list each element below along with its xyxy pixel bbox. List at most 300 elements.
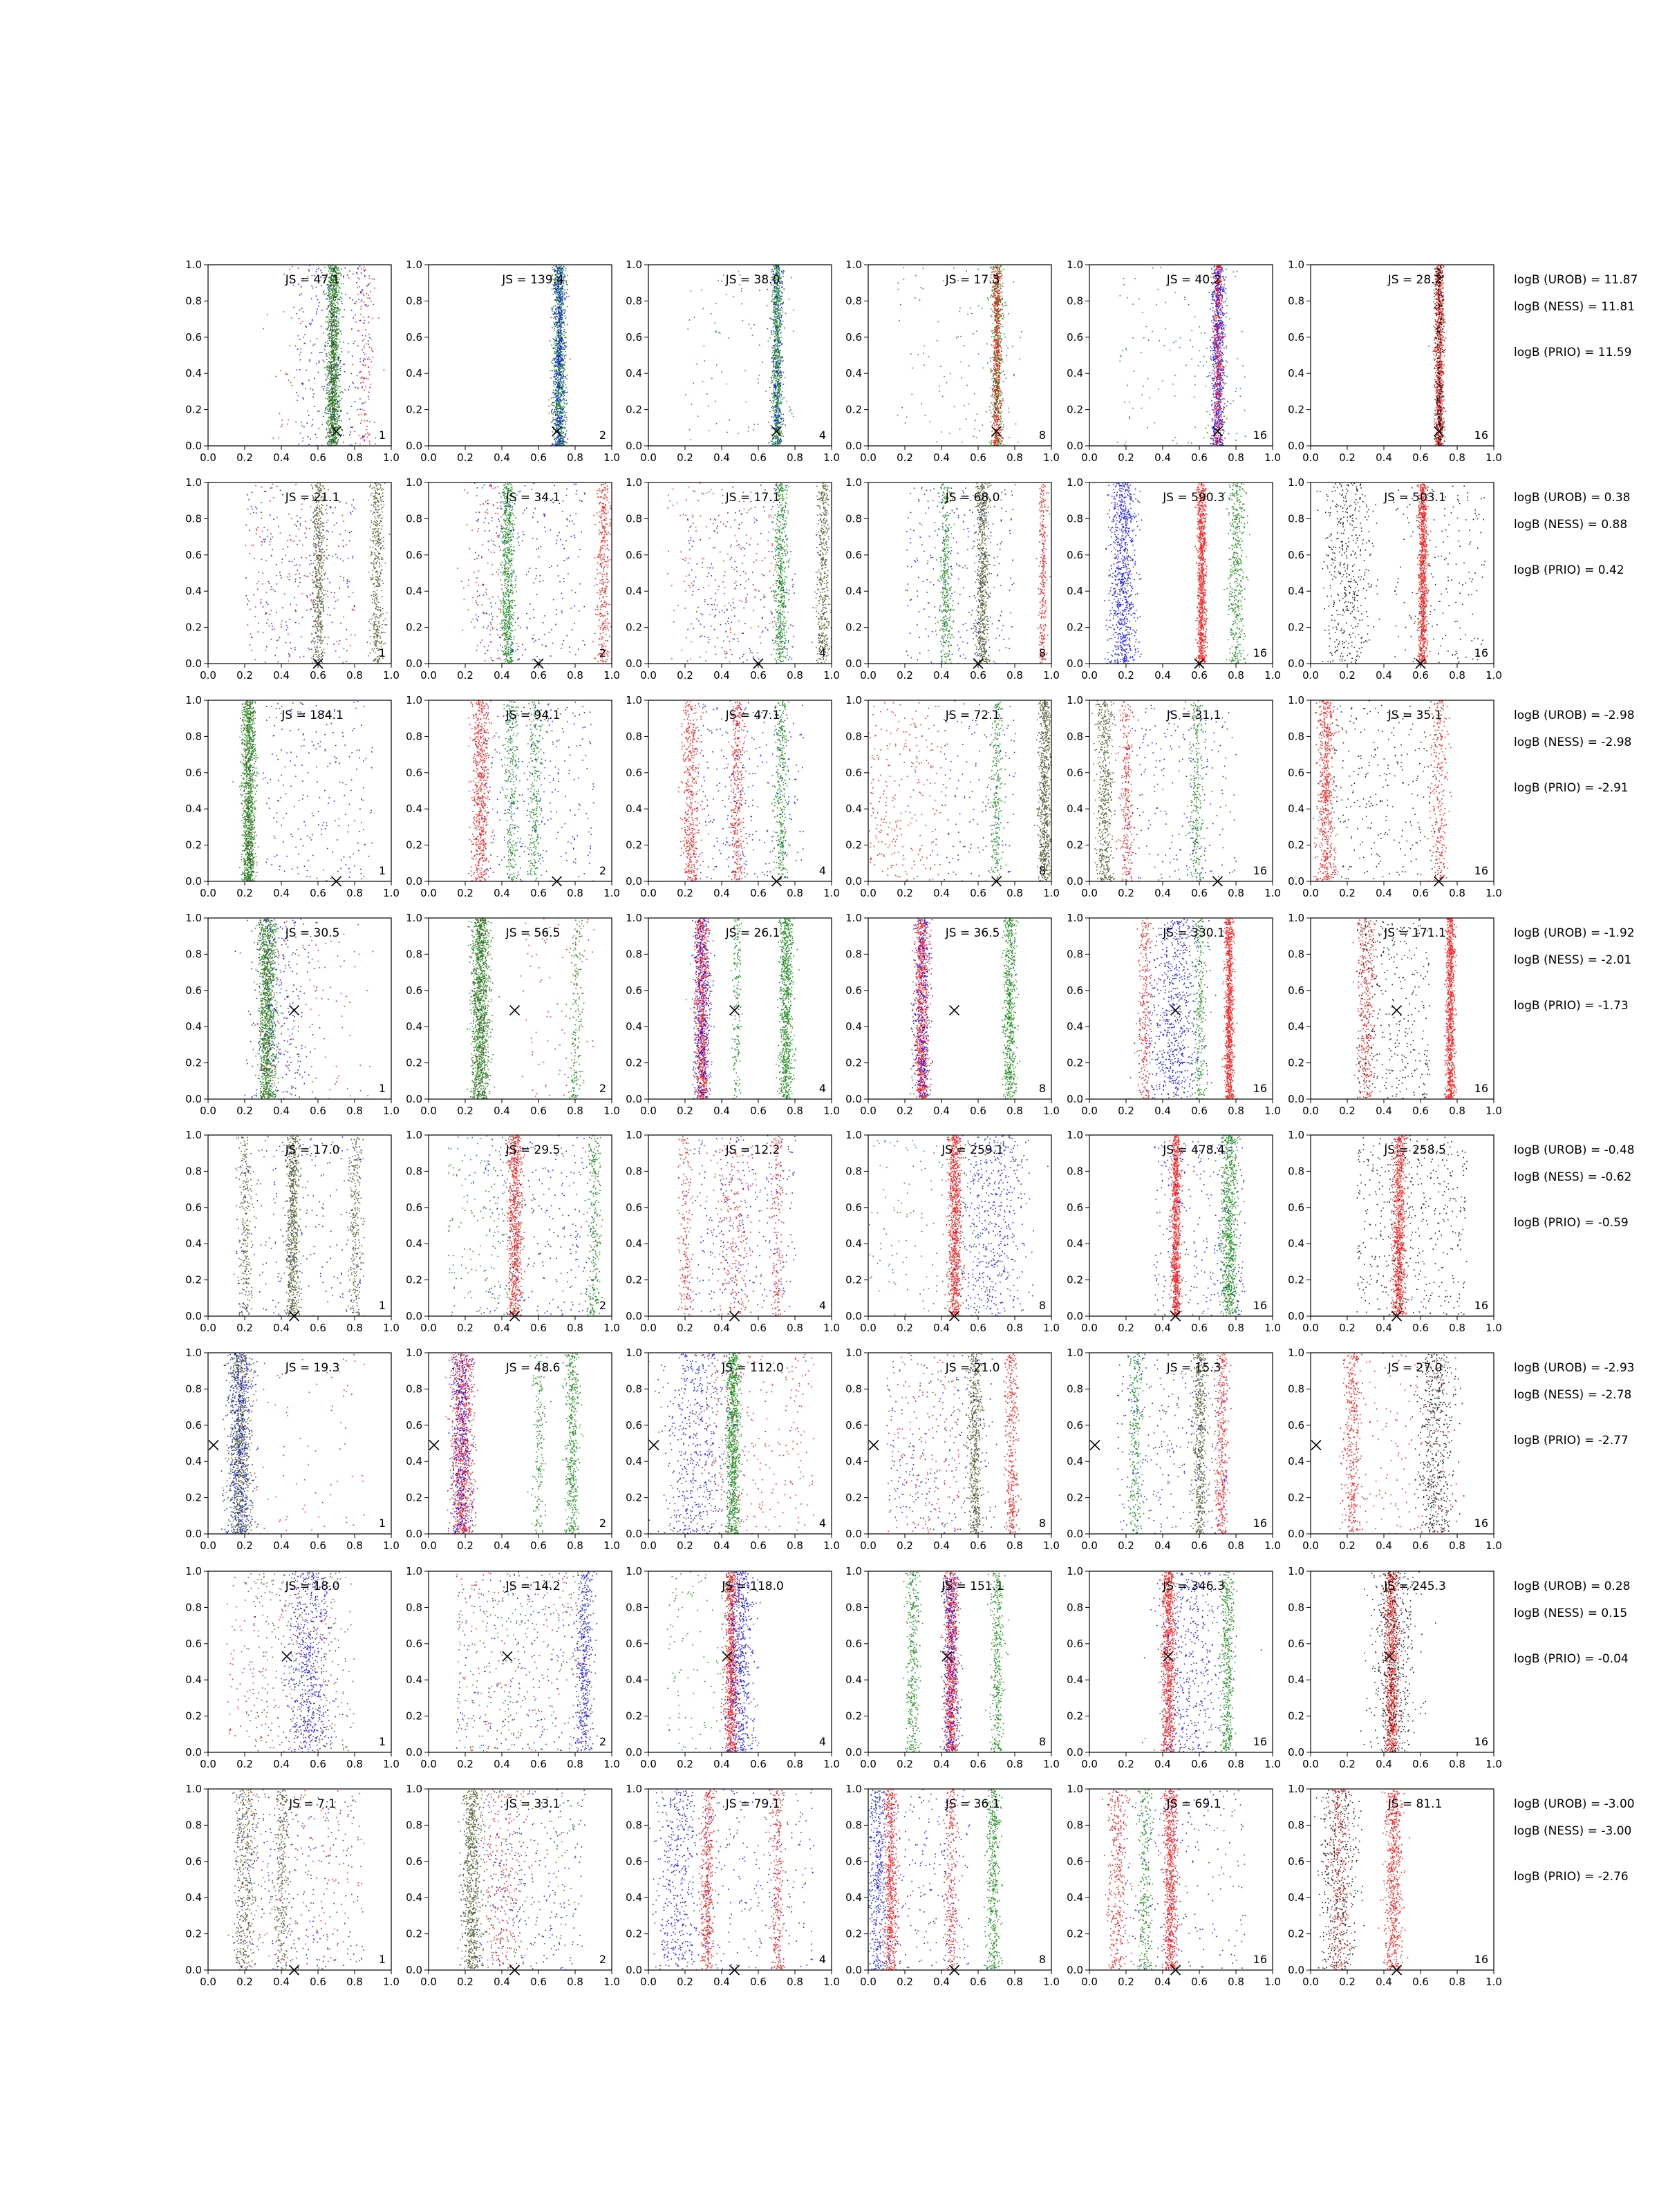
plot-area — [648, 918, 832, 1099]
x-tick-label: 0.8 — [346, 887, 363, 899]
y-tick-label: 0.6 — [1067, 1418, 1083, 1432]
x-tick-label: 1.0 — [1264, 451, 1281, 464]
panel-r6-c4 — [845, 1347, 1060, 1552]
y-tick-label: 0.0 — [845, 1964, 862, 1976]
x-tick-label: 0.6 — [530, 1758, 547, 1770]
x-tick-label: 0.6 — [750, 1976, 767, 1988]
x-tick-label: 0.0 — [1302, 1105, 1319, 1117]
x-tick-label: 1.0 — [603, 887, 620, 899]
x-tick-label: 0.4 — [1154, 1539, 1171, 1552]
y-tick-label: 0.8 — [406, 294, 422, 308]
plot-area — [1089, 700, 1273, 881]
x-tick-label: 0.6 — [1412, 669, 1429, 682]
js-divergence-label: JS = 56.5 — [505, 926, 561, 940]
y-tick-label: 0.0 — [845, 657, 862, 670]
logb-label: logB (PRIO) = -2.77 — [1514, 1434, 1629, 1447]
x-tick-label: 0.0 — [200, 1322, 216, 1334]
x-tick-label: 0.8 — [1449, 1322, 1465, 1334]
sample-count-label: 8 — [1038, 646, 1046, 659]
js-divergence-label: JS = 184.1 — [281, 709, 344, 722]
js-divergence-label: JS = 112.0 — [722, 1361, 784, 1375]
x-tick-label: 0.6 — [310, 887, 326, 899]
y-tick-label: 0.2 — [406, 1927, 422, 1940]
y-tick-label: 0.4 — [845, 803, 862, 816]
js-divergence-label: JS = 171.1 — [1384, 926, 1446, 940]
y-tick-label: 0.4 — [1288, 803, 1304, 816]
logb-label: logB (PRIO) = -2.91 — [1514, 781, 1629, 795]
y-tick-label: 0.2 — [845, 1491, 862, 1504]
panel-r3-c4 — [845, 694, 1060, 899]
y-tick-label: 1.0 — [1288, 259, 1304, 271]
y-tick-label: 0.4 — [1288, 1237, 1304, 1250]
y-tick-label: 0.0 — [406, 657, 422, 670]
js-divergence-label: JS = 94.1 — [505, 709, 561, 722]
x-tick-label: 0.6 — [310, 669, 326, 682]
sample-count-label: 16 — [1474, 1953, 1488, 1966]
logb-label: logB (PRIO) = 11.59 — [1514, 346, 1632, 359]
y-tick-label: 0.0 — [626, 1746, 642, 1759]
x-tick-label: 0.8 — [1449, 1758, 1465, 1770]
y-tick-label: 0.2 — [185, 1491, 202, 1504]
plot-area — [1311, 1353, 1494, 1534]
sample-count-label: 4 — [818, 1953, 826, 1966]
x-tick-label: 0.2 — [1339, 887, 1356, 899]
js-divergence-label: JS = 38.0 — [725, 273, 780, 287]
y-tick-label: 0.6 — [626, 330, 642, 344]
plot-area — [208, 1789, 391, 1970]
x-tick-label: 0.6 — [1191, 451, 1208, 464]
sample-count-label: 16 — [1474, 1735, 1488, 1748]
y-tick-label: 0.6 — [845, 1637, 862, 1650]
panel-r5-c1 — [185, 1129, 400, 1334]
panel-r6-c5 — [1067, 1347, 1281, 1552]
x-tick-label: 0.0 — [640, 887, 657, 899]
panel-r4-c5 — [1067, 912, 1281, 1117]
x-tick-label: 0.0 — [1302, 1539, 1319, 1552]
x-tick-label: 0.4 — [1154, 669, 1171, 682]
x-tick-label: 1.0 — [383, 1539, 400, 1552]
y-tick-label: 1.0 — [1288, 694, 1304, 706]
y-tick-label: 0.2 — [406, 1491, 422, 1504]
panel-r7-c3 — [626, 1565, 840, 1770]
x-tick-label: 0.8 — [1228, 1105, 1244, 1117]
x-tick-label: 0.4 — [1376, 887, 1392, 899]
y-tick-label: 0.8 — [406, 1819, 422, 1832]
x-tick-label: 0.4 — [933, 669, 950, 682]
y-tick-label: 0.6 — [185, 1201, 202, 1214]
x-tick-label: 0.4 — [273, 1758, 290, 1770]
y-tick-label: 1.0 — [845, 1565, 862, 1577]
y-tick-label: 0.8 — [1288, 730, 1304, 743]
y-tick-label: 0.2 — [185, 1709, 202, 1723]
logb-annotations-r1 — [1514, 273, 1638, 359]
plot-area — [868, 1135, 1051, 1316]
js-divergence-label: JS = 81.1 — [1387, 1797, 1443, 1811]
x-tick-label: 0.2 — [897, 669, 913, 682]
x-tick-label: 0.2 — [897, 451, 913, 464]
sample-count-label: 4 — [818, 864, 826, 877]
x-tick-label: 0.2 — [457, 1976, 474, 1988]
y-tick-label: 0.6 — [1067, 984, 1083, 997]
x-tick-label: 0.6 — [1191, 1976, 1208, 1988]
js-divergence-label: JS = 48.6 — [505, 1361, 561, 1375]
plot-area — [868, 265, 1051, 446]
y-tick-label: 0.0 — [1288, 1528, 1304, 1540]
y-tick-label: 0.6 — [1067, 766, 1083, 779]
sample-count-label: 16 — [1253, 1953, 1267, 1966]
y-tick-label: 1.0 — [845, 476, 862, 489]
y-tick-label: 0.8 — [1288, 1165, 1304, 1178]
plot-area — [868, 918, 1051, 1099]
y-tick-label: 0.6 — [406, 984, 422, 997]
sample-count-label: 8 — [1038, 429, 1046, 442]
sample-count-label: 16 — [1253, 1735, 1267, 1748]
x-tick-label: 0.6 — [750, 1322, 767, 1334]
panel-r1-c2 — [406, 259, 620, 464]
y-tick-label: 0.8 — [185, 1382, 202, 1396]
y-tick-label: 0.2 — [1067, 1273, 1083, 1286]
plot-area — [208, 265, 391, 446]
logb-label: logB (UROB) = 0.38 — [1514, 491, 1631, 505]
x-tick-label: 0.2 — [897, 1105, 913, 1117]
x-tick-label: 0.0 — [1081, 1105, 1098, 1117]
y-tick-label: 0.4 — [185, 1891, 202, 1904]
x-tick-label: 1.0 — [823, 1105, 840, 1117]
panel-r5-c5 — [1067, 1129, 1281, 1334]
x-tick-label: 0.8 — [567, 1976, 583, 1988]
y-tick-label: 0.6 — [845, 330, 862, 344]
y-tick-label: 0.6 — [185, 330, 202, 344]
panel-r5-c2 — [406, 1129, 620, 1334]
x-tick-label: 0.8 — [1006, 669, 1023, 682]
y-tick-label: 1.0 — [1067, 1565, 1083, 1577]
y-tick-label: 0.0 — [185, 875, 202, 888]
y-tick-label: 0.8 — [1288, 294, 1304, 308]
x-tick-label: 0.0 — [640, 669, 657, 682]
x-tick-label: 1.0 — [823, 451, 840, 464]
x-tick-label: 0.6 — [970, 1976, 986, 1988]
sample-count-label: 1 — [378, 429, 386, 442]
y-tick-label: 0.4 — [406, 367, 422, 380]
panel-r3-c2 — [406, 694, 620, 899]
y-tick-label: 0.2 — [406, 1273, 422, 1286]
x-tick-label: 0.4 — [713, 887, 730, 899]
y-tick-label: 1.0 — [626, 694, 642, 706]
x-tick-label: 0.2 — [677, 1976, 693, 1988]
y-tick-label: 0.0 — [406, 1746, 422, 1759]
plot-area — [1089, 1571, 1273, 1752]
panel-r1-c4 — [845, 259, 1060, 464]
y-tick-label: 0.0 — [626, 440, 642, 452]
x-tick-label: 0.8 — [1006, 1758, 1023, 1770]
js-divergence-label: JS = 47.1 — [725, 709, 780, 722]
x-tick-label: 0.4 — [494, 1976, 510, 1988]
x-tick-label: 1.0 — [1485, 1976, 1502, 1988]
sample-count-label: 16 — [1253, 1517, 1267, 1530]
panel-r5-c3 — [626, 1129, 840, 1334]
y-tick-label: 0.8 — [185, 1819, 202, 1832]
y-tick-label: 0.6 — [845, 984, 862, 997]
x-tick-label: 0.6 — [310, 1539, 326, 1552]
x-tick-label: 0.2 — [1339, 1105, 1356, 1117]
y-tick-label: 0.8 — [626, 730, 642, 743]
y-tick-label: 0.8 — [1288, 1819, 1304, 1832]
y-tick-label: 0.6 — [626, 984, 642, 997]
x-tick-label: 0.4 — [713, 1539, 730, 1552]
x-tick-label: 0.2 — [236, 1976, 253, 1988]
sample-count-label: 4 — [818, 646, 826, 659]
x-tick-label: 0.0 — [200, 1105, 216, 1117]
logb-label: logB (NESS) = -2.01 — [1514, 953, 1632, 967]
y-tick-label: 1.0 — [185, 1565, 202, 1577]
x-tick-label: 0.6 — [970, 1322, 986, 1334]
sample-count-label: 16 — [1474, 1299, 1488, 1312]
y-tick-label: 0.8 — [1288, 512, 1304, 525]
panel-r8-c6 — [1288, 1783, 1502, 1988]
x-tick-label: 0.6 — [530, 1322, 547, 1334]
y-tick-label: 1.0 — [185, 259, 202, 271]
sample-count-label: 16 — [1253, 864, 1267, 877]
y-tick-label: 0.8 — [845, 1819, 862, 1832]
x-tick-label: 0.4 — [1376, 1105, 1392, 1117]
x-tick-label: 0.4 — [494, 1105, 510, 1117]
x-tick-label: 0.6 — [310, 1976, 326, 1988]
x-tick-label: 0.0 — [860, 887, 877, 899]
y-tick-label: 0.8 — [1067, 512, 1083, 525]
x-tick-label: 0.0 — [1081, 451, 1098, 464]
sample-count-label: 8 — [1038, 1082, 1046, 1095]
panel-r7-c1 — [185, 1565, 400, 1770]
y-tick-label: 0.0 — [406, 1093, 422, 1105]
y-tick-label: 0.8 — [1288, 1382, 1304, 1396]
y-tick-label: 0.2 — [406, 1056, 422, 1069]
y-tick-label: 0.4 — [185, 367, 202, 380]
logb-label: logB (NESS) = -2.78 — [1514, 1388, 1632, 1402]
y-tick-label: 0.2 — [1288, 838, 1304, 852]
y-tick-label: 0.2 — [1067, 1056, 1083, 1069]
x-tick-label: 0.0 — [640, 1976, 657, 1988]
sample-count-label: 2 — [599, 429, 606, 442]
y-tick-label: 0.8 — [406, 512, 422, 525]
y-tick-label: 0.2 — [626, 403, 642, 416]
y-tick-label: 0.0 — [406, 1310, 422, 1322]
y-tick-label: 1.0 — [185, 1347, 202, 1359]
js-divergence-label: JS = 35.1 — [1387, 709, 1443, 722]
panel-r3-c5 — [1067, 694, 1281, 899]
x-tick-label: 0.4 — [1154, 1976, 1171, 1988]
logb-annotations-r8 — [1514, 1797, 1635, 1884]
js-divergence-label: JS = 36.5 — [945, 926, 1000, 940]
x-tick-label: 0.8 — [567, 1322, 583, 1334]
y-tick-label: 0.2 — [185, 403, 202, 416]
y-tick-label: 0.4 — [185, 1674, 202, 1687]
x-tick-label: 0.6 — [750, 1758, 767, 1770]
x-tick-label: 1.0 — [823, 1976, 840, 1988]
logb-label: logB (NESS) = 11.81 — [1514, 300, 1635, 314]
y-tick-label: 0.4 — [406, 1237, 422, 1250]
y-tick-label: 0.8 — [1288, 1601, 1304, 1614]
x-tick-label: 0.4 — [933, 1539, 950, 1552]
y-tick-label: 0.8 — [845, 1601, 862, 1614]
y-tick-label: 1.0 — [1067, 694, 1083, 706]
y-tick-label: 0.8 — [1067, 730, 1083, 743]
y-tick-label: 0.8 — [1288, 948, 1304, 961]
x-tick-label: 0.6 — [970, 451, 986, 464]
x-tick-label: 0.4 — [713, 1976, 730, 1988]
js-divergence-label: JS = 139.4 — [502, 273, 564, 287]
y-tick-label: 0.8 — [1067, 1382, 1083, 1396]
sample-count-label: 2 — [599, 864, 606, 877]
panel-r6-c2 — [406, 1347, 620, 1552]
y-tick-label: 0.4 — [845, 367, 862, 380]
x-tick-label: 0.6 — [1191, 1322, 1208, 1334]
js-divergence-label: JS = 17.0 — [285, 1143, 340, 1157]
panel-r4-c2 — [406, 912, 620, 1117]
y-tick-label: 0.6 — [1067, 548, 1083, 561]
y-tick-label: 0.2 — [406, 838, 422, 852]
x-tick-label: 1.0 — [1043, 669, 1060, 682]
y-tick-label: 0.0 — [845, 440, 862, 452]
x-tick-label: 0.8 — [1006, 887, 1023, 899]
x-tick-label: 0.2 — [897, 1539, 913, 1552]
x-tick-label: 0.0 — [640, 1105, 657, 1117]
plot-area — [208, 918, 391, 1099]
y-tick-label: 0.0 — [1288, 1310, 1304, 1322]
y-tick-label: 0.0 — [1067, 657, 1083, 670]
sample-count-label: 16 — [1253, 1299, 1267, 1312]
js-divergence-label: JS = 28.2 — [1387, 273, 1443, 287]
x-tick-label: 0.0 — [860, 451, 877, 464]
y-tick-label: 0.4 — [1288, 367, 1304, 380]
plot-area — [648, 482, 832, 664]
y-tick-label: 0.4 — [1067, 1674, 1083, 1687]
x-tick-label: 0.8 — [787, 1105, 803, 1117]
y-tick-label: 0.8 — [845, 512, 862, 525]
x-tick-label: 1.0 — [823, 1758, 840, 1770]
x-tick-label: 0.2 — [457, 887, 474, 899]
y-tick-label: 0.0 — [626, 1528, 642, 1540]
x-tick-label: 0.6 — [1191, 1758, 1208, 1770]
logb-label: logB (NESS) = -2.98 — [1514, 735, 1632, 749]
y-tick-label: 0.0 — [185, 1528, 202, 1540]
x-tick-label: 0.2 — [897, 1758, 913, 1770]
x-tick-label: 0.8 — [1228, 887, 1244, 899]
y-tick-label: 0.6 — [185, 1637, 202, 1650]
y-tick-label: 0.6 — [406, 766, 422, 779]
sample-count-label: 1 — [378, 1735, 386, 1748]
x-tick-label: 0.4 — [713, 669, 730, 682]
x-tick-label: 0.6 — [1412, 1539, 1429, 1552]
y-tick-label: 0.6 — [845, 1418, 862, 1432]
y-tick-label: 0.8 — [1067, 948, 1083, 961]
js-divergence-label: JS = 7.1 — [289, 1797, 337, 1811]
js-divergence-label: JS = 151.1 — [941, 1580, 1004, 1593]
y-tick-label: 1.0 — [845, 1347, 862, 1359]
x-tick-label: 0.2 — [677, 1322, 693, 1334]
x-tick-label: 1.0 — [1043, 1976, 1060, 1988]
js-divergence-label: JS = 14.2 — [505, 1580, 561, 1593]
sample-count-label: 4 — [818, 1082, 826, 1095]
y-tick-label: 0.6 — [1288, 766, 1304, 779]
y-tick-label: 0.4 — [185, 1020, 202, 1033]
x-tick-label: 0.8 — [567, 451, 583, 464]
y-tick-label: 0.2 — [1288, 1273, 1304, 1286]
panel-r2-c3 — [626, 476, 840, 682]
y-tick-label: 0.6 — [626, 548, 642, 561]
y-tick-label: 1.0 — [185, 1783, 202, 1795]
x-tick-label: 0.2 — [1118, 1758, 1134, 1770]
js-divergence-label: JS = 40.2 — [1166, 273, 1221, 287]
y-tick-label: 0.6 — [406, 1201, 422, 1214]
y-tick-label: 0.6 — [845, 1855, 862, 1868]
sample-count-label: 4 — [818, 1517, 826, 1530]
x-tick-label: 0.6 — [1412, 887, 1429, 899]
x-tick-label: 0.4 — [933, 1976, 950, 1988]
y-tick-label: 0.4 — [845, 1891, 862, 1904]
y-tick-label: 0.8 — [845, 948, 862, 961]
y-tick-label: 0.6 — [406, 1637, 422, 1650]
x-tick-label: 0.8 — [346, 451, 363, 464]
x-tick-label: 0.2 — [236, 1539, 253, 1552]
x-tick-label: 0.4 — [273, 1105, 290, 1117]
panel-r6-c1 — [185, 1347, 400, 1552]
x-tick-label: 0.2 — [677, 887, 693, 899]
x-tick-label: 0.6 — [310, 1105, 326, 1117]
x-tick-label: 0.4 — [1154, 887, 1171, 899]
panel-r7-c6 — [1288, 1565, 1502, 1770]
x-tick-label: 0.4 — [1154, 1758, 1171, 1770]
sample-count-label: 8 — [1038, 864, 1046, 877]
y-tick-label: 0.0 — [1288, 1746, 1304, 1759]
x-tick-label: 1.0 — [383, 1976, 400, 1988]
x-tick-label: 0.2 — [1339, 1758, 1356, 1770]
sample-count-label: 16 — [1474, 1082, 1488, 1095]
x-tick-label: 1.0 — [1043, 887, 1060, 899]
js-divergence-label: JS = 33.1 — [505, 1797, 561, 1811]
x-tick-label: 0.2 — [1339, 1322, 1356, 1334]
x-tick-label: 0.2 — [1339, 1539, 1356, 1552]
y-tick-label: 0.4 — [1288, 1020, 1304, 1033]
x-tick-label: 0.6 — [530, 669, 547, 682]
y-tick-label: 0.6 — [845, 1201, 862, 1214]
y-tick-label: 0.4 — [1067, 803, 1083, 816]
x-tick-label: 0.6 — [750, 887, 767, 899]
y-tick-label: 0.2 — [845, 621, 862, 634]
plot-area — [868, 700, 1051, 881]
panel-r1-c6 — [1288, 259, 1502, 464]
sample-count-label: 8 — [1038, 1735, 1046, 1748]
y-tick-label: 0.6 — [406, 1855, 422, 1868]
x-tick-label: 1.0 — [383, 669, 400, 682]
y-tick-label: 0.4 — [1288, 1891, 1304, 1904]
y-tick-label: 0.6 — [185, 1418, 202, 1432]
y-tick-label: 0.2 — [1067, 1491, 1083, 1504]
x-tick-label: 0.4 — [713, 1322, 730, 1334]
y-tick-label: 0.4 — [845, 1455, 862, 1468]
y-tick-label: 1.0 — [406, 1783, 422, 1795]
panel-r2-c2 — [406, 476, 620, 682]
y-tick-label: 0.2 — [626, 1709, 642, 1723]
y-tick-label: 1.0 — [1067, 1347, 1083, 1359]
y-tick-label: 0.2 — [1067, 1927, 1083, 1940]
y-tick-label: 0.0 — [406, 440, 422, 452]
sample-count-label: 2 — [599, 646, 606, 659]
sample-count-label: 16 — [1474, 864, 1488, 877]
y-tick-label: 0.8 — [185, 512, 202, 525]
y-tick-label: 0.6 — [1067, 330, 1083, 344]
sample-count-label: 1 — [378, 1953, 386, 1966]
x-tick-label: 1.0 — [1485, 1322, 1502, 1334]
